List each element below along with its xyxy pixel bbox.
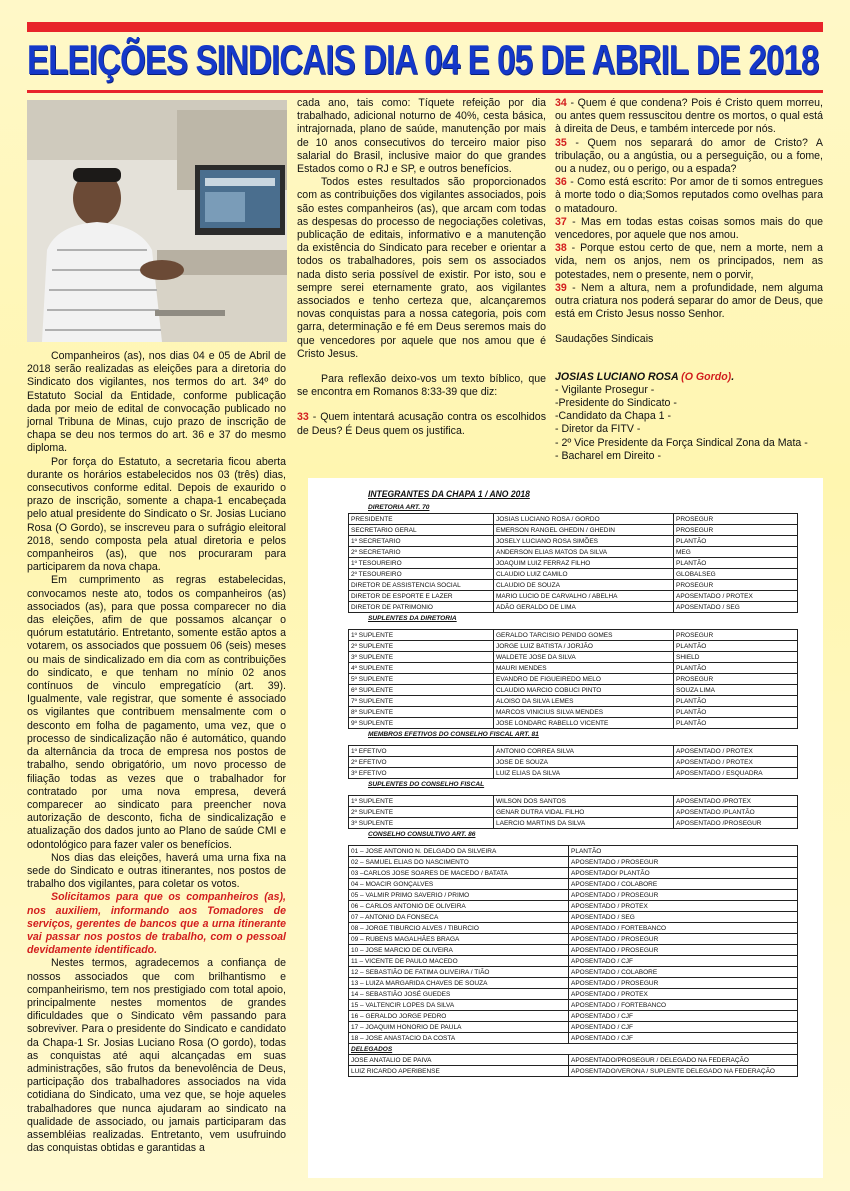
table-cell: 08 – JORGE TIBURCIO ALVES / TIBURCIO bbox=[349, 923, 569, 934]
table-cell: PLANTÃO bbox=[674, 663, 798, 674]
table-cell: APOSENTADO/ PLANTÃO bbox=[569, 868, 798, 879]
table-row bbox=[349, 1055, 798, 1066]
role-line: - Bacharel em Direito - bbox=[555, 449, 661, 462]
table-cell: APOSENTADO /PROTEX bbox=[674, 796, 798, 807]
table-cell: 3º EFETIVO bbox=[349, 768, 494, 779]
table-cell: 4º SUPLENTE bbox=[349, 663, 494, 674]
table-row bbox=[349, 718, 798, 729]
table-cell: CLAUDIO DE SOUZA bbox=[494, 580, 674, 591]
table-cell: PLANTÃO bbox=[674, 707, 798, 718]
table-row bbox=[349, 846, 798, 857]
table-cell: APOSENTADO / PROSEGUR bbox=[569, 945, 798, 956]
table-cell: APOSENTADO / PROTEX bbox=[674, 746, 798, 757]
table-cell: 6º SUPLENTE bbox=[349, 685, 494, 696]
signature-name: JOSIAS LUCIANO ROSA bbox=[555, 370, 679, 383]
table-cell: EVANDRO DE FIGUEIREDO MELO bbox=[494, 674, 674, 685]
table-row bbox=[349, 945, 798, 956]
table-cell: PROSEGUR bbox=[674, 630, 798, 641]
table-cell: APOSENTADO / COLABORE bbox=[569, 879, 798, 890]
table-cell: APOSENTADO / PROTEX bbox=[674, 591, 798, 602]
table-cell: 1º EFETIVO bbox=[349, 746, 494, 757]
table-cell: APOSENTADO / PROSEGUR bbox=[569, 890, 798, 901]
verse-text: - Porque estou certo de que, nem a morte, nem a vida, nem os anjos, nem os principados, nem as potestades, nem o presente, nem o porvir, bbox=[555, 242, 823, 281]
table-row bbox=[349, 868, 798, 879]
table-row bbox=[349, 796, 798, 807]
signature-nickname: (O Gordo) bbox=[681, 370, 732, 383]
table-cell: WILSON DOS SANTOS bbox=[494, 796, 674, 807]
table-cell: ADÃO GERALDO DE LIMA bbox=[494, 602, 674, 613]
table-cell: APOSENTADO / PROTEX bbox=[569, 901, 798, 912]
table-row bbox=[349, 1000, 798, 1011]
table-cell: 16 – GERALDO JORGE PEDRO bbox=[349, 1011, 569, 1022]
paragraph: Nestes termos, agradecemos a confiança de nossos associados que com brilhantismo e companheirismo, tem nos prestigiado com total apoio, principalmente nestes momentos de grandes dificuldades que o Sindicato vêm passando para sobreviver. Para o presidente do Sindicato e candidato da Chapa-1 Sr. Josias Luciano Rosa (O gordo), todas as conquistas até aqui alcançadas em suas administrações, são frutos da benevolência de Deus, participação dos trabalhadores associados na vida cotidiana do Sindicato, uma vez que, se hoje aqueles trabalhadores que nunca ajudaram ao sindicato na qualidade de associado, ou jamais participaram das assembléias realizadas. Entretanto, vem usufruindo das conquistas obtidas e garantidas a bbox=[27, 957, 286, 1155]
verse-number: 37 bbox=[555, 215, 567, 228]
table-cell: ANTONIO CORREA SILVA bbox=[494, 746, 674, 757]
photo-illustration bbox=[27, 100, 287, 342]
table-cell: 03 –CARLOS JOSE SOARES DE MACEDO / BATATA bbox=[349, 868, 569, 879]
consultivo-table bbox=[348, 845, 798, 1077]
table-row bbox=[349, 967, 798, 978]
table-cell: PRESIDENTE bbox=[349, 514, 494, 525]
table-cell: JOSELY LUCIANO ROSA SIMÕES bbox=[494, 536, 674, 547]
table-row bbox=[349, 652, 798, 663]
table-cell: JOAQUIM LUIZ FERRAZ FILHO bbox=[494, 558, 674, 569]
table-row bbox=[349, 978, 798, 989]
fiscal-table bbox=[348, 745, 798, 779]
verse-34 bbox=[555, 97, 823, 137]
table-cell: MARIO LUCIO DE CARVALHO / ABELHA bbox=[494, 591, 674, 602]
diretoria-table bbox=[348, 513, 798, 613]
table-cell: WALDETE JOSE DA SILVA bbox=[494, 652, 674, 663]
table-cell: JORGE LUIZ BATISTA / JORJÃO bbox=[494, 641, 674, 652]
verse-38 bbox=[555, 242, 823, 282]
verse-number: 35 bbox=[555, 136, 567, 149]
table-cell: APOSENTADO / PROTEX bbox=[674, 757, 798, 768]
table-row bbox=[349, 1022, 798, 1033]
table-cell: JOSE DE SOUZA bbox=[494, 757, 674, 768]
table-cell: 05 – VALMIR PRIMO SAVERIO / PRIMO bbox=[349, 890, 569, 901]
headline-rule bbox=[27, 90, 823, 93]
table-cell: APOSENTADO / SEG bbox=[569, 912, 798, 923]
table-cell: DIRETOR DE PATRIMONIO bbox=[349, 602, 494, 613]
table-row bbox=[349, 1011, 798, 1022]
paragraph: cada ano, tais como: Tíquete refeição por dia trabalhado, adicional noturno de 40%, cesta básica, intrajornada, plano de saúde, manutenção por mais de 10 anos consecutivos do terceiro maior piso salarial do Brasil, inclusive maior do que grandes Estados como o RJ e SP, e outros benefícios. bbox=[297, 97, 546, 176]
table-row bbox=[349, 1044, 798, 1055]
table-row bbox=[349, 663, 798, 674]
table-cell: JOSE ANATALIO DE PAIVA bbox=[349, 1055, 569, 1066]
table-row bbox=[349, 685, 798, 696]
paragraph: Companheiros (as), nos dias 04 e 05 de Abril de 2018 serão realizadas as eleições para a diretoria do Sindicato dos vigilantes, nos termos do art. 34º do Estatuto Social da Entidade, conforme publicação dada por meio de edital de convocação publicado no jornal Tribuna de Minas, cujo prazo de inscrição de chapa se deu nos termos do art. 36 e 37 do mesmo diploma. bbox=[27, 350, 286, 455]
table-cell: 18 – JOSE ANASTACIO DA COSTA bbox=[349, 1033, 569, 1044]
table-cell: APOSENTADO / CJF bbox=[569, 1022, 798, 1033]
table-row bbox=[349, 569, 798, 580]
table-cell: 2º SUPLENTE bbox=[349, 641, 494, 652]
table-cell: JOSE LONDARC RABELLO VICENTE bbox=[494, 718, 674, 729]
table-cell: SOUZA LIMA bbox=[674, 685, 798, 696]
table-cell: 1º SUPLENTE bbox=[349, 630, 494, 641]
table-row bbox=[349, 547, 798, 558]
verse-number: 38 bbox=[555, 242, 567, 255]
section-title: SUPLENTES DO CONSELHO FISCAL bbox=[368, 781, 485, 788]
table-cell: 14 – SEBASTIÃO JOSÉ GUEDES bbox=[349, 989, 569, 1000]
table-cell: DIRETOR DE ESPORTE E LAZER bbox=[349, 591, 494, 602]
section-title: DELEGADOS bbox=[349, 1044, 798, 1055]
table-cell: ANDERSON ELIAS MATOS DA SILVA bbox=[494, 547, 674, 558]
table-cell: APOSENTADO/PROSEGUR / DELEGADO NA FEDERAÇÃO bbox=[569, 1055, 798, 1066]
paragraph: Em cumprimento as regras estabelecidas, convocamos neste ato, todos os companheiros (as) associados (as), para que possa comparecer no dia das eleições, afim de que possamos alcançar o quórum estatutário. Entretanto, somente estão aptos a votarem, os associados que possuem 06 (seis) meses ou mais de sindicalizado em dia com as contribuições do sindicato, e que tenham no mínio 02 anos contínuos de vinculo empregatício (art. 39). Igualmente, vale registrar, que somente é associado os vigilantes que contribuem mensalmente com o desconto em folha de pagamento, uma vez, que o processo de sindicalização não é automático, quando da alternância da troca de empresa nos postos de trabalho, sendo obrigatório, um novo processo de filiação todas as vezes que o trabalhador for contratado por uma nova empresa, deverá comparecer ao sindicato para preencher nova autorização de desconto, ficha de sindicalização e atualização dos dados junto ao Plano de saúde CMI e odontológico para fazer valer os benefícios. bbox=[27, 574, 286, 851]
president-photo bbox=[27, 100, 287, 342]
column-3 bbox=[555, 97, 823, 463]
table-cell: APOSENTADO / FORTEBANCO bbox=[569, 1000, 798, 1011]
table-cell: MEG bbox=[674, 547, 798, 558]
table-cell: MARCOS VINICIUS SILVA MENDES bbox=[494, 707, 674, 718]
verse-number: 33 bbox=[297, 411, 309, 424]
top-red-bar bbox=[27, 22, 823, 32]
verse-text: - Quem é que condena? Pois é Cristo quem morreu, ou antes quem ressuscitou dentre os mortos, o qual está à direita de Deus, e também intercede por nós. bbox=[555, 97, 823, 136]
table-row bbox=[349, 818, 798, 829]
table-row bbox=[349, 514, 798, 525]
table-cell: 7º SUPLENTE bbox=[349, 696, 494, 707]
table-cell: PROSEGUR bbox=[674, 525, 798, 536]
table-cell: PROSEGUR bbox=[674, 514, 798, 525]
table-cell: 09 – RUBENS MAGALHÃES BRAGA bbox=[349, 934, 569, 945]
table-row bbox=[349, 890, 798, 901]
table-cell: 3º SUPLENTE bbox=[349, 818, 494, 829]
table-row bbox=[349, 591, 798, 602]
table-row bbox=[349, 768, 798, 779]
table-cell: GENAR DUTRA VIDAL FILHO bbox=[494, 807, 674, 818]
table-cell: 1º TESOUREIRO bbox=[349, 558, 494, 569]
verse-text: - Como está escrito: Por amor de ti somos entregues à morte todo o dia;Somos reputados como ovelhas para o matadouro. bbox=[555, 176, 823, 215]
suplentes-table bbox=[348, 629, 798, 729]
table-row bbox=[349, 923, 798, 934]
role-line: - Diretor da FITV - bbox=[555, 423, 641, 436]
paragraph: Para reflexão deixo-vos um texto bíblico, que se encontra em Romanos 8:33-39 que diz: bbox=[297, 373, 546, 399]
table-cell: PROSEGUR bbox=[674, 674, 798, 685]
table-cell: ALOISO DA SILVA LEMES bbox=[494, 696, 674, 707]
section-title: SUPLENTES DA DIRETORIA bbox=[368, 615, 457, 622]
role-line: - 2º Vice Presidente da Força Sindical Zona da Mata - bbox=[555, 436, 808, 449]
table-cell: 06 – CARLOS ANTONIO DE OLIVEIRA bbox=[349, 901, 569, 912]
table-cell: APOSENTADO / CJF bbox=[569, 1033, 798, 1044]
table-cell: CLAUDIO MARCIO COBUCI PINTO bbox=[494, 685, 674, 696]
table-row bbox=[349, 1033, 798, 1044]
table-cell: APOSENTADO /PLANTÃO bbox=[674, 807, 798, 818]
chapa-members-list bbox=[328, 488, 808, 1077]
table-row bbox=[349, 630, 798, 641]
table-cell: 1º SUPLENTE bbox=[349, 796, 494, 807]
table-cell: 2º SECRETARIO bbox=[349, 547, 494, 558]
table-row bbox=[349, 580, 798, 591]
table-cell: SHIELD bbox=[674, 652, 798, 663]
table-cell: 17 – JOAQUIM HONORIO DE PAULA bbox=[349, 1022, 569, 1033]
headline: ELEIÇÕES SINDICAIS DIA 04 E 05 DE ABRIL DE 2018 bbox=[27, 36, 819, 83]
table-cell: APOSENTADO / PROTEX bbox=[569, 989, 798, 1000]
verse-text: - Nem a altura, nem a profundidade, nem alguma outra criatura nos poderá separar do amor de Deus, que está em Cristo Jesus nosso Senhor. bbox=[555, 281, 823, 321]
section-title: MEMBROS EFETIVOS DO CONSELHO FISCAL ART. 81 bbox=[368, 731, 539, 738]
table-cell: APOSENTADO / ESQUADRA bbox=[674, 768, 798, 779]
table-row bbox=[349, 674, 798, 685]
role-line: -Candidato da Chapa 1 - bbox=[555, 410, 672, 423]
table-cell: GERALDO TARCISIO PENIDO GOMES bbox=[494, 630, 674, 641]
table-row bbox=[349, 956, 798, 967]
table-row bbox=[349, 525, 798, 536]
table-cell: PLANTÃO bbox=[674, 696, 798, 707]
table-row bbox=[349, 602, 798, 613]
table-cell: LUIZ ELIAS DA SILVA bbox=[494, 768, 674, 779]
table-row bbox=[349, 746, 798, 757]
role-line: - Vigilante Prosegur - bbox=[555, 383, 655, 396]
table-row bbox=[349, 901, 798, 912]
signature bbox=[555, 371, 823, 384]
table-cell: 9º SUPLENTE bbox=[349, 718, 494, 729]
table-row bbox=[349, 912, 798, 923]
section-title: DIRETORIA ART. 70 bbox=[368, 504, 430, 511]
table-row bbox=[349, 536, 798, 547]
table-cell: 2º TESOUREIRO bbox=[349, 569, 494, 580]
table-cell: APOSENTADO / PROSEGUR bbox=[569, 857, 798, 868]
verse-text: - Mas em todas estas coisas somos mais do que vencedores, por aquele que nos amou. bbox=[555, 215, 823, 242]
greeting: Saudações Sindicais bbox=[555, 333, 654, 346]
table-cell: 15 – VALTENCIR LOPES DA SILVA bbox=[349, 1000, 569, 1011]
table-cell: CLAUDIO LUIZ CAMILO bbox=[494, 569, 674, 580]
highlight-paragraph: Solicitamos para que os companheiros (as), nos auxiliem, informando aos Tomadores de serviços, gerentes de bancos que a urna itinerante vai passar nos postos de trabalho, com o pessoal devidamente identificado. bbox=[27, 891, 286, 957]
table-cell: 10 – JOSE MARCIO DE OLIVEIRA bbox=[349, 945, 569, 956]
verse-number: 36 bbox=[555, 176, 567, 189]
table-cell: 07 – ANTONIO DA FONSECA bbox=[349, 912, 569, 923]
table-cell: APOSENTADO / SEG bbox=[674, 602, 798, 613]
chapa-members-panel bbox=[308, 478, 823, 1178]
verse-35 bbox=[555, 137, 823, 177]
verse-number: 34 bbox=[555, 97, 567, 109]
role-line: -Presidente do Sindicato - bbox=[555, 397, 677, 410]
paragraph: Por força do Estatuto, a secretaria ficou aberta durante os horários estabelecidos nos 03 (três) dias, consecutivos conforme edital. Depois de exaurido o prazo de inscrição, somente a chapa-1 encabeçada pelo atual presidente do Sindicato o Sr. Josias Luciano Rosa (O Gordo), se inscreveu para o sufrágio eleitoral 2018, sendo composta pela atual diretoria e pelos companheiros (as), que nos procuraram para participarem da nova chapa. bbox=[27, 455, 286, 574]
table-cell: DIRETOR DE ASSISTENCIA SOCIAL bbox=[349, 580, 494, 591]
table-cell: PLANTÃO bbox=[674, 558, 798, 569]
table-cell: APOSENTADO / FORTEBANCO bbox=[569, 923, 798, 934]
verse-39 bbox=[555, 282, 823, 322]
column-1 bbox=[27, 350, 286, 1155]
table-cell: APOSENTADO / PROSEGUR bbox=[569, 934, 798, 945]
table-cell: JOSIAS LUCIANO ROSA / GORDO bbox=[494, 514, 674, 525]
table-cell: PLANTÃO bbox=[674, 536, 798, 547]
table-cell: PLANTÃO bbox=[674, 718, 798, 729]
verse-text: - Quem nos separará do amor de Cristo? A tribulação, ou a angústia, ou a perseguição, ou a fome, ou a nudez, ou o perigo, ou a espada? bbox=[555, 136, 823, 176]
table-cell: 3º SUPLENTE bbox=[349, 652, 494, 663]
paragraph: Todos estes resultados são proporcionados com as contribuições dos vigilantes associados, pois são estes companheiros (as), que arcam com todas as despesas do processo de negociações coletivas, publicação de editais, informativo e a manutenção da existência do Sindicato para receber e orientar a todos os trabalhadores, pois sem os associados nada disto seria possível de existir. Por isto, sou e sempre serei eternamente grato, aos vigilantes associados e tenho certeza que, alcançaremos novas conquistas para a nossa categoria, pois com garra, determinação e fé em Deus seremos mais do que vencedores por aquele que nos amou que é Cristo Jesus. bbox=[297, 176, 546, 360]
verse-text: - Quem intentará acusação contra os escolhidos de Deus? É Deus quem os justifica. bbox=[297, 411, 546, 437]
table-row bbox=[349, 1066, 798, 1077]
table-row bbox=[349, 641, 798, 652]
table-row bbox=[349, 879, 798, 890]
table-cell: MAURI MENDES bbox=[494, 663, 674, 674]
signature-dot: . bbox=[731, 370, 735, 383]
table-cell: 04 – MOACIR GONÇALVES bbox=[349, 879, 569, 890]
table-cell: APOSENTADO / COLABORE bbox=[569, 967, 798, 978]
table-row bbox=[349, 989, 798, 1000]
table-cell: APOSENTADO / PROSEGUR bbox=[569, 978, 798, 989]
table-cell: GLOBALSEG bbox=[674, 569, 798, 580]
table-cell: APOSENTADO / CJF bbox=[569, 956, 798, 967]
verse-36 bbox=[555, 176, 823, 216]
table-cell: LAERCIO MARTINS DA SILVA bbox=[494, 818, 674, 829]
table-cell: LUIZ RICARDO APERIBENSE bbox=[349, 1066, 569, 1077]
verse-33 bbox=[297, 411, 546, 437]
table-cell: PLANTÃO bbox=[569, 846, 798, 857]
table-cell: 5º SUPLENTE bbox=[349, 674, 494, 685]
verse-number: 39 bbox=[555, 281, 567, 294]
table-cell: APOSENTADO / CJF bbox=[569, 1011, 798, 1022]
table-row bbox=[349, 707, 798, 718]
table-cell: SECRETARIO GERAL bbox=[349, 525, 494, 536]
table-cell: APOSENTADO /PROSEGUR bbox=[674, 818, 798, 829]
verse-37 bbox=[555, 216, 823, 242]
table-cell: PROSEGUR bbox=[674, 580, 798, 591]
sup-fiscal-table bbox=[348, 795, 798, 829]
table-cell: 11 – VICENTE DE PAULO MACEDO bbox=[349, 956, 569, 967]
table-row bbox=[349, 807, 798, 818]
table-row bbox=[349, 857, 798, 868]
chapa-title: INTEGRANTES DA CHAPA 1 / ANO 2018 bbox=[368, 489, 530, 500]
table-cell: EMERSON RANGEL GHEDIN / GHEDIN bbox=[494, 525, 674, 536]
table-cell: 8º SUPLENTE bbox=[349, 707, 494, 718]
paragraph: Nos dias das eleições, haverá uma urna fixa na sede do Sindicato e outras itinerantes, nos postos de trabalho dos vigilantes, para coletar os votos. bbox=[27, 851, 286, 891]
table-cell: 2º EFETIVO bbox=[349, 757, 494, 768]
column-2 bbox=[297, 97, 546, 438]
table-cell: 13 – LUIZA MARGARIDA CHAVES DE SOUZA bbox=[349, 978, 569, 989]
section-title: CONSELHO CONSULTIVO ART. 86 bbox=[368, 831, 476, 838]
table-cell: PLANTÃO bbox=[674, 641, 798, 652]
table-row bbox=[349, 696, 798, 707]
table-cell: 2º SUPLENTE bbox=[349, 807, 494, 818]
table-cell: 02 – SAMUEL ELIAS DO NASCIMENTO bbox=[349, 857, 569, 868]
table-cell: APOSENTADO/VERONA / SUPLENTE DELEGADO NA FEDERAÇÃO bbox=[569, 1066, 798, 1077]
table-row bbox=[349, 558, 798, 569]
table-row bbox=[349, 934, 798, 945]
table-cell: 1º SECRETARIO bbox=[349, 536, 494, 547]
table-cell: 01 – JOSE ANTONIO N. DELGADO DA SILVEIRA bbox=[349, 846, 569, 857]
table-cell: 12 – SEBASTIÃO DE FATIMA OLIVEIRA / TIÃO bbox=[349, 967, 569, 978]
table-row bbox=[349, 757, 798, 768]
